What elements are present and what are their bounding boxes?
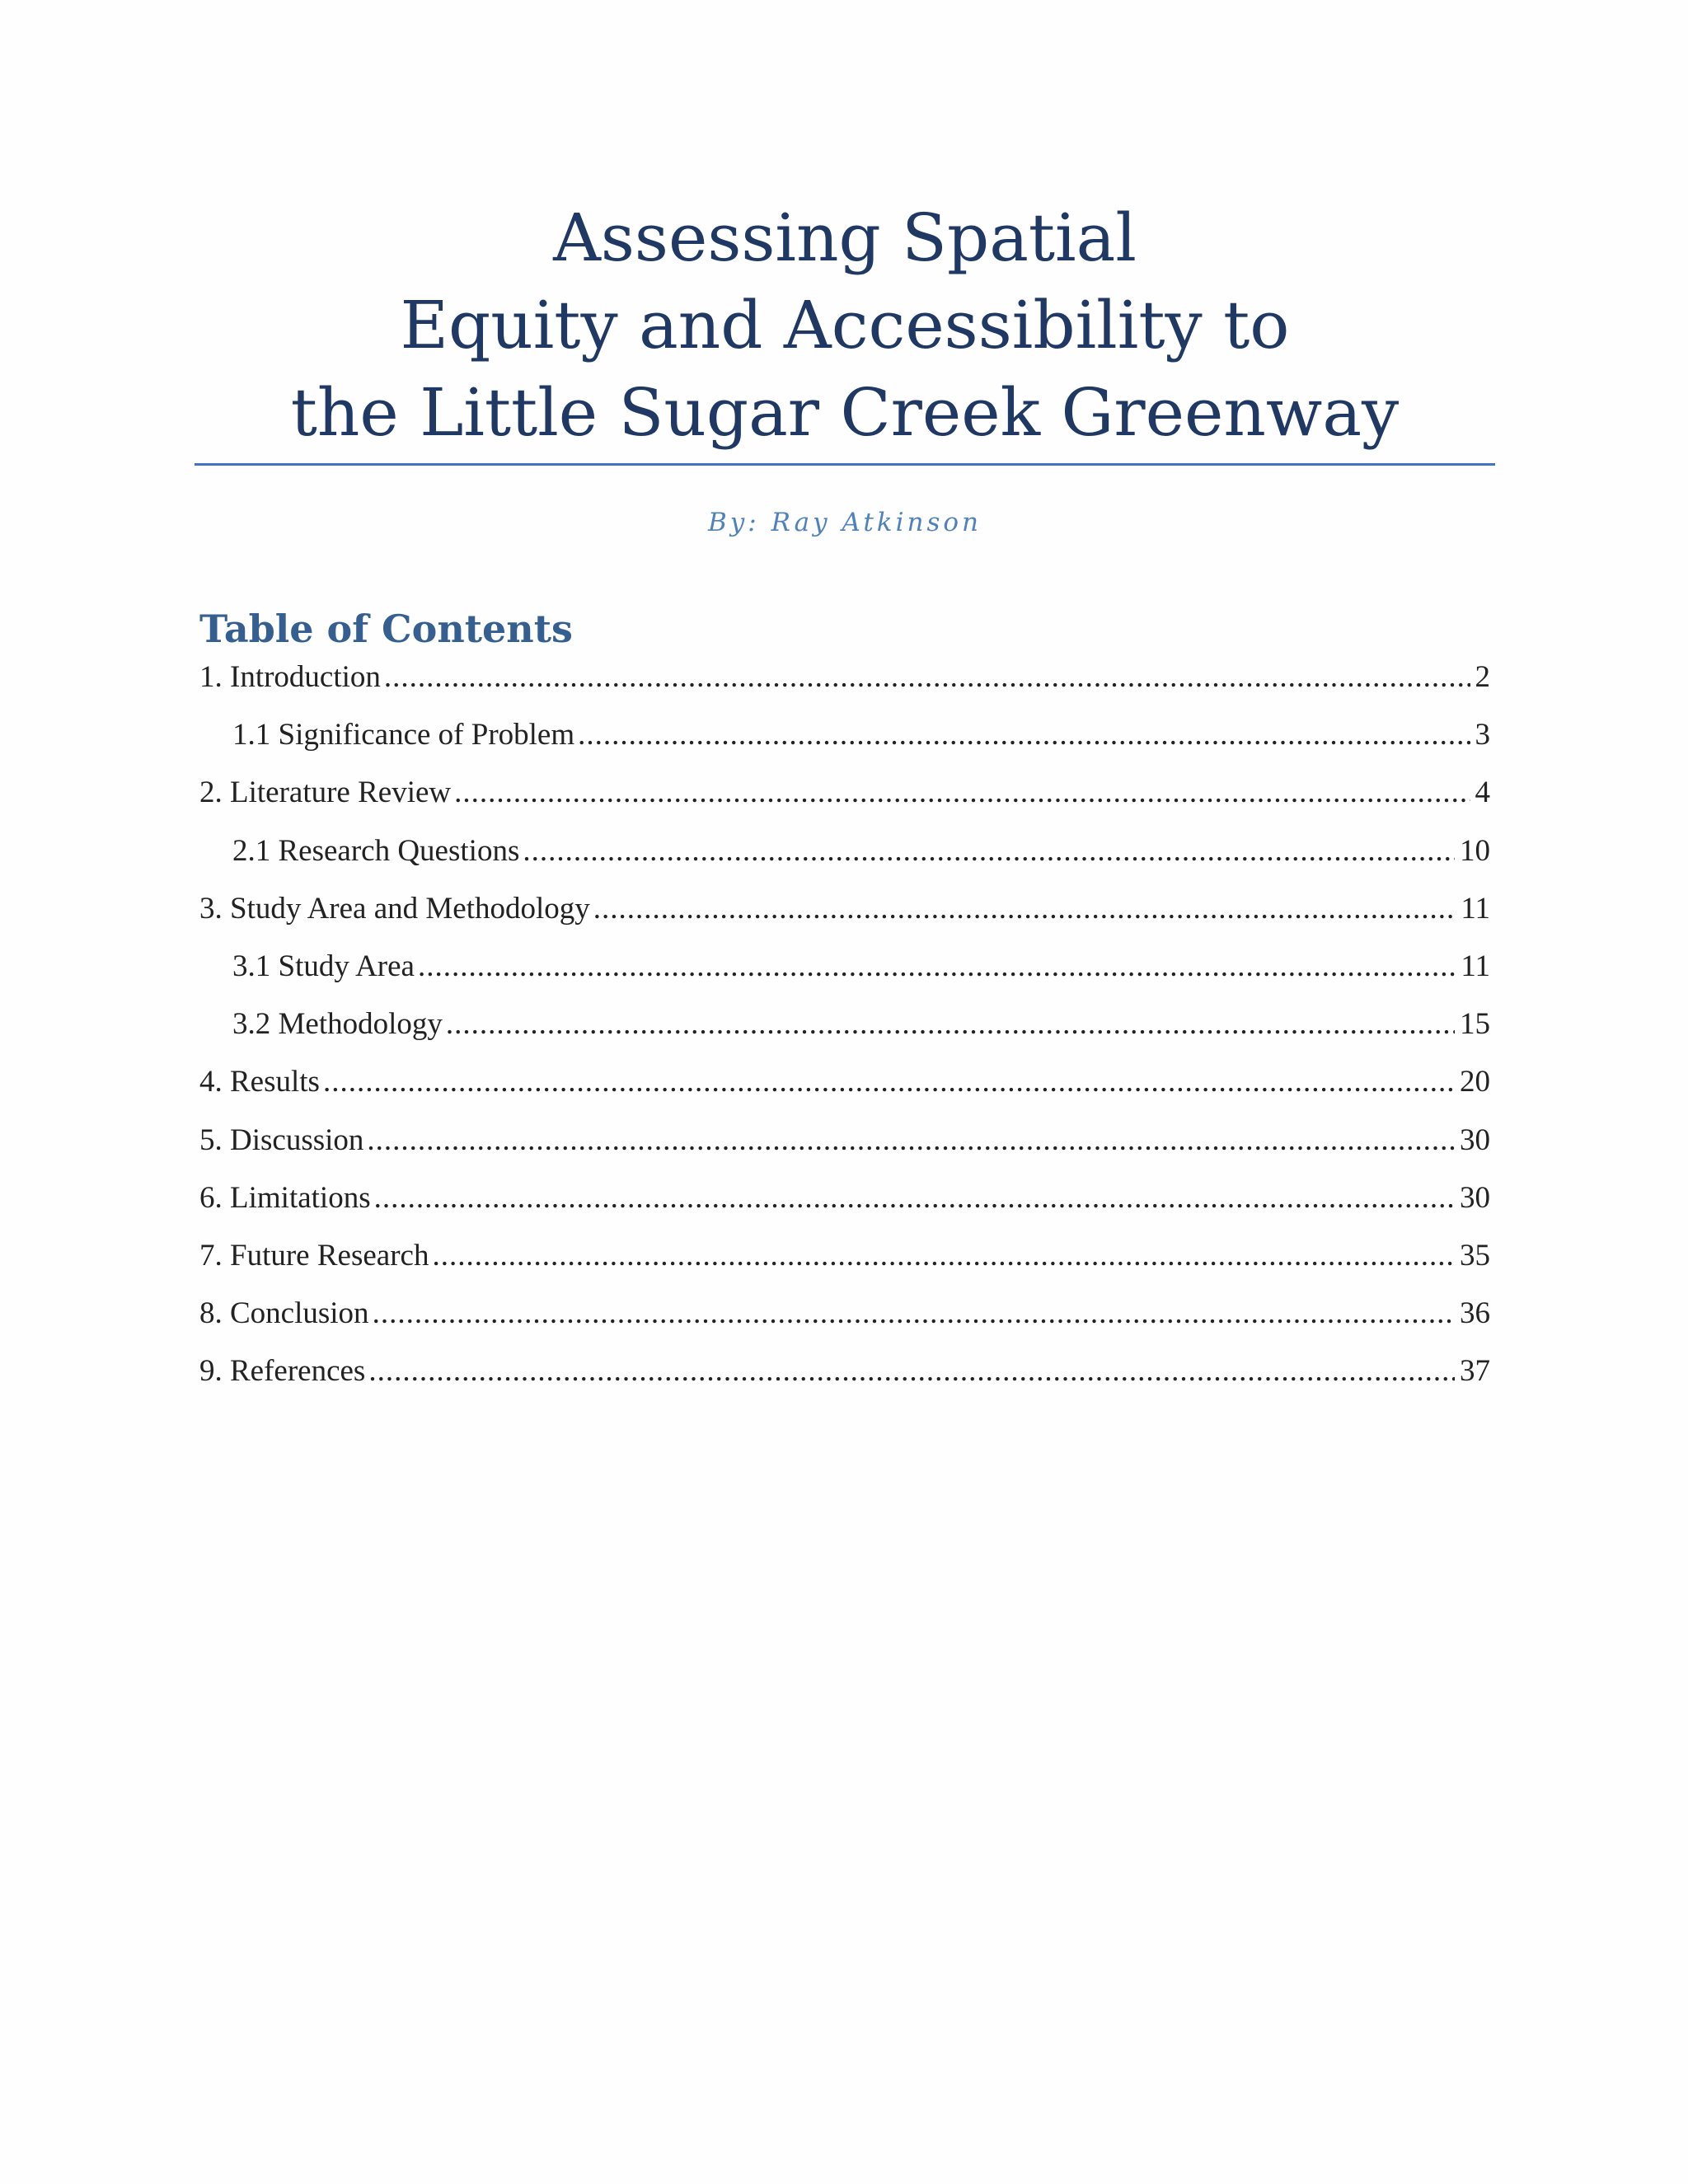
toc-entry-page: 36 <box>1460 1296 1490 1331</box>
toc-entry-future-research[interactable] <box>199 1238 1490 1296</box>
toc-entry-methodology[interactable] <box>199 1006 1490 1064</box>
toc-entry-page: 11 <box>1461 949 1490 983</box>
toc-entry-page: 2 <box>1475 660 1490 694</box>
toc-dot-leader <box>373 1296 1455 1331</box>
toc-dot-leader <box>368 1353 1455 1389</box>
toc-entry-page: 20 <box>1460 1065 1490 1099</box>
toc-dot-leader <box>323 1064 1455 1099</box>
toc-entry-title: 8. Conclusion <box>199 1296 369 1331</box>
toc-dot-leader <box>384 659 1470 695</box>
toc-entry-page: 35 <box>1460 1238 1490 1272</box>
toc-entry-title: 7. Future Research <box>199 1238 429 1272</box>
toc-entry-title: 2.1 Research Questions <box>232 833 520 868</box>
toc-entry-results[interactable] <box>199 1064 1490 1122</box>
toc-entry-title: 5. Discussion <box>199 1122 364 1157</box>
toc-entry-page: 30 <box>1460 1180 1490 1215</box>
toc-entry-title: 3.2 Methodology <box>232 1007 443 1042</box>
toc-entry-page: 37 <box>1460 1354 1490 1389</box>
toc-entry-title: 6. Limitations <box>199 1180 371 1215</box>
toc-entry-title: 3. Study Area and Methodology <box>199 891 590 926</box>
toc-heading: Table of Contents <box>199 607 573 651</box>
toc-dot-leader <box>418 949 1456 984</box>
toc-entry-conclusion[interactable] <box>199 1296 1490 1353</box>
toc-entry-title: 3.1 Study Area <box>232 949 415 983</box>
toc-entry-title: 1.1 Significance of Problem <box>232 718 575 752</box>
toc-dot-leader <box>367 1122 1455 1158</box>
toc-dot-leader <box>593 891 1456 926</box>
toc-entry-significance-of-problem[interactable] <box>199 717 1490 775</box>
document-title <box>195 194 1495 457</box>
toc-entry-introduction[interactable] <box>199 659 1490 717</box>
toc-entry-study-area-and-methodology[interactable] <box>199 891 1490 949</box>
toc-dot-leader <box>578 717 1470 752</box>
toc-entry-page: 4 <box>1475 776 1490 810</box>
toc-dot-leader <box>446 1006 1455 1042</box>
toc-dot-leader <box>374 1180 1455 1216</box>
toc-entry-page: 3 <box>1475 718 1490 752</box>
toc-entry-literature-review[interactable] <box>199 775 1490 832</box>
toc-entry-study-area[interactable] <box>199 949 1490 1006</box>
toc-entry-page: 30 <box>1460 1122 1490 1157</box>
toc-entry-references[interactable] <box>199 1353 1490 1411</box>
title-line-2: Equity and Accessibility to <box>400 287 1290 363</box>
toc-entry-page: 10 <box>1460 833 1490 868</box>
author-byline: By: Ray Atkinson <box>708 508 982 537</box>
toc-dot-leader <box>523 833 1455 869</box>
toc-dot-leader <box>454 775 1470 810</box>
toc-entry-page: 15 <box>1460 1007 1490 1042</box>
toc-entry-title: 2. Literature Review <box>199 776 452 810</box>
title-divider <box>195 463 1495 466</box>
toc-entry-research-questions[interactable] <box>199 833 1490 891</box>
toc-dot-leader <box>432 1238 1455 1273</box>
toc-entry-title: 1. Introduction <box>199 660 381 694</box>
title-line-1: Assessing Spatial <box>553 199 1137 276</box>
title-line-3: the Little Sugar Creek Greenway <box>290 374 1400 451</box>
toc-entry-title: 4. Results <box>199 1065 320 1099</box>
toc-entry-discussion[interactable] <box>199 1122 1490 1180</box>
toc-list <box>199 659 1490 1411</box>
toc-entry-title: 9. References <box>199 1354 366 1389</box>
toc-entry-limitations[interactable] <box>199 1180 1490 1238</box>
toc-entry-page: 11 <box>1461 891 1490 926</box>
